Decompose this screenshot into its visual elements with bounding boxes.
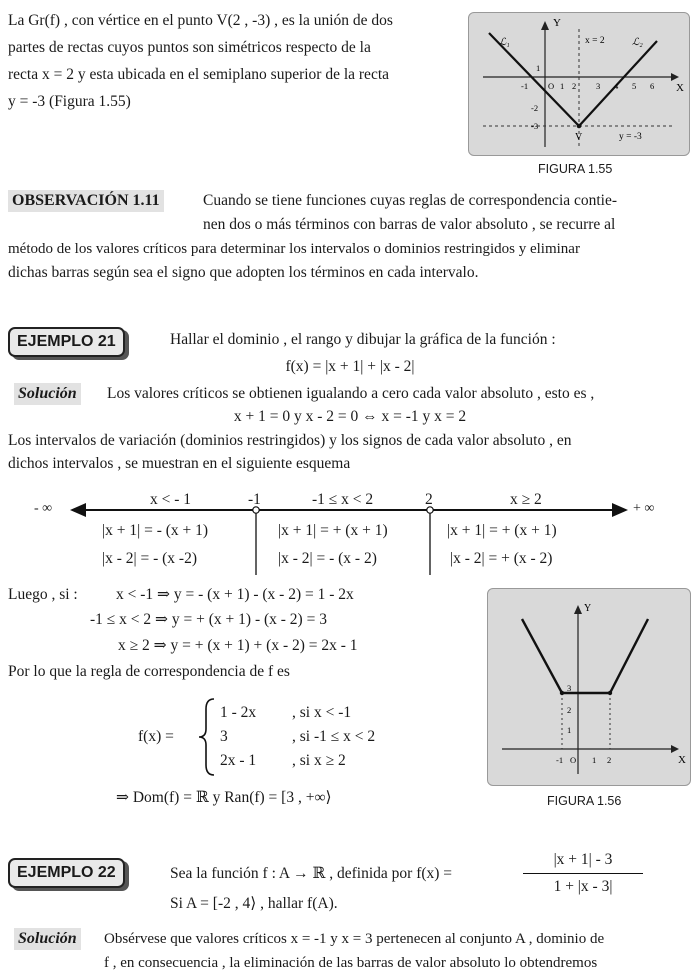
point-2-label: 2 [425,491,433,508]
figure-1-56-caption: FIGURA 1.56 [547,794,622,808]
point-a [560,691,564,695]
left-arrow [70,503,86,517]
intro-line-1: La Gr(f) , con vértice en el punto V(2 , -3) , es la unión de dos [8,12,393,29]
tick-x: 2 [607,755,612,765]
figure-1-56-graph [488,589,690,785]
example-21-prompt: Hallar el dominio , el rango y dibujar la gráfica de la función : [170,331,556,348]
case-3-cond: , si x ≥ 2 [292,752,346,769]
tick-x: 4 [614,81,619,91]
obs-line-4: dichas barras según sea el signo que adopten los términos en cada intervalo. [8,264,479,281]
example-21-formula: f(x) = |x + 1| + |x - 2| [285,358,415,375]
solution-22-line-2: f , en consecuencia , la eliminación de las barras de valor absoluto lo obtendremos [104,955,598,971]
piecewise-fx: f(x) = [138,728,174,745]
y-axis-label: Y [553,17,561,29]
function-graph [522,619,648,693]
figure-1-55-caption: FIGURA 1.55 [538,162,613,176]
intervals-line-1: Los intervalos de variación (dominios restringidos) y los signos de cada valor absoluto , en [8,432,572,449]
x-eq-label: x = 2 [585,36,605,46]
interval-1-label: x < - 1 [150,491,192,508]
x-axis-arrow [671,745,679,753]
pos-infinity: + ∞ [633,501,655,516]
tick-x: 3 [596,81,601,91]
tick-x: -1 [521,81,529,91]
case-2-expr: 3 [220,728,228,745]
l1-label: ℒ₁ [499,37,510,48]
figure-1-56 [487,588,691,786]
tick-x: 1 [560,81,565,91]
case-1-cond: , si x < -1 [292,704,352,721]
obs-line-2: nen dos o más términos con barras de valor absoluto , se recurre al [203,216,616,233]
fraction-denominator: 1 + |x - 3| [553,878,613,895]
example-22-line-2: Si A = [-2 , 4⟩ , hallar f(A). [170,895,338,912]
domain-range: ⇒ Dom(f) = ℝ y Ran(f) = [3 , +∞⟩ [116,789,332,806]
y-axis-arrow [574,605,582,614]
case-2-cond: , si -1 ≤ x < 2 [292,728,376,745]
c2-row2: |x - 2| = - (x - 2) [278,550,377,567]
tick-x: O [570,755,577,765]
tick-y: -3 [531,121,539,131]
critical-values: x + 1 = 0 y x - 2 = 0 ⇔ x = -1 y x = 2 [233,408,467,425]
x-axis-label: X [678,754,686,766]
c1-row2: |x - 2| = - (x -2) [102,550,198,567]
observation-tag: OBSERVACIÓN 1.11 [8,190,164,212]
obs-line-3: método de los valores críticos para determinar los intervalos o dominios restringidos y eliminar [8,241,580,257]
tick-y: 3 [567,683,572,693]
interval-2-label: -1 ≤ x < 2 [312,491,374,508]
c1-row1: |x + 1| = - (x + 1) [102,522,209,539]
case-line-3: x ≥ 2 ⇒ y = + (x + 1) + (x - 2) = 2x - 1 [118,637,358,654]
c3-row2: |x - 2| = + (x - 2) [450,550,553,567]
l2-label: ℒ₂ [632,37,643,48]
tick-y: 1 [567,725,572,735]
tick-y: 1 [536,63,541,73]
case-line-1: x < -1 ⇒ y = - (x + 1) - (x - 2) = 1 - 2x [116,586,354,603]
tick-x: 5 [632,81,637,91]
example-22-prompt: Sea la función f : A → ℝ , definida por f(x) = [170,865,453,882]
intervals-line-2: dichos intervalos , se muestran en el siguiente esquema [8,455,351,472]
right-arrow [612,503,628,517]
solution-21-line-1: Los valores críticos se obtienen igualando a cero cada valor absoluto , esto es , [107,385,595,402]
tick-x: O [548,81,555,91]
tick-y: -2 [531,103,539,113]
solution-tag-22: Solución [14,928,81,950]
y-eq-label: y = -3 [619,132,642,142]
x-axis-label: X [676,82,684,94]
solution-22-line-1: Obsérvese que valores críticos x = -1 y x = 3 pertenecen al conjunto A , dominio de [104,931,605,947]
c3-row1: |x + 1| = + (x + 1) [447,522,557,539]
case-3-expr: 2x - 1 [220,752,257,769]
luego-label: Luego , si : [8,586,78,603]
vertex-label: V [575,132,583,143]
tick-x: 2 [572,81,577,91]
x-axis-arrow [671,73,679,81]
tick-x: 6 [650,81,655,91]
case-line-2: -1 ≤ x < 2 ⇒ y = + (x + 1) - (x - 2) = 3 [90,611,327,628]
intro-line-3: recta x = 2 y esta ubicada en el semiplano superior de la recta [8,66,390,83]
interval-3-label: x ≥ 2 [510,491,542,508]
figure-1-55 [468,12,690,156]
y-axis-label: Y [584,603,592,614]
point-minus-1-label: -1 [248,491,261,508]
obs-line-1: Cuando se tiene funciones cuyas reglas de correspondencia contie- [203,192,618,209]
case-1-expr: 1 - 2x [220,704,257,721]
fraction-bar [523,873,643,874]
tick-y: 2 [567,705,572,715]
y-axis-arrow [541,21,549,30]
point-b [608,691,612,695]
left-brace [196,697,218,777]
rule-intro: Por lo que la regla de correspondencia de f es [8,663,290,680]
fraction-numerator: |x + 1| - 3 [553,851,613,868]
tick-x: 1 [592,755,597,765]
c2-row1: |x + 1| = + (x + 1) [278,522,388,539]
figure-1-55-graph [469,13,689,155]
example-21-badge: EJEMPLO 21 [8,327,125,357]
example-22-badge: EJEMPLO 22 [8,858,125,888]
vertex-point [577,124,582,129]
tick-x: -1 [556,755,564,765]
intro-line-2: partes de rectas cuyos puntos son simétricos respecto de la [8,39,371,56]
intro-line-4: y = -3 (Figura 1.55) [8,93,131,110]
neg-infinity: - ∞ [34,501,53,516]
solution-tag-21: Solución [14,383,81,405]
